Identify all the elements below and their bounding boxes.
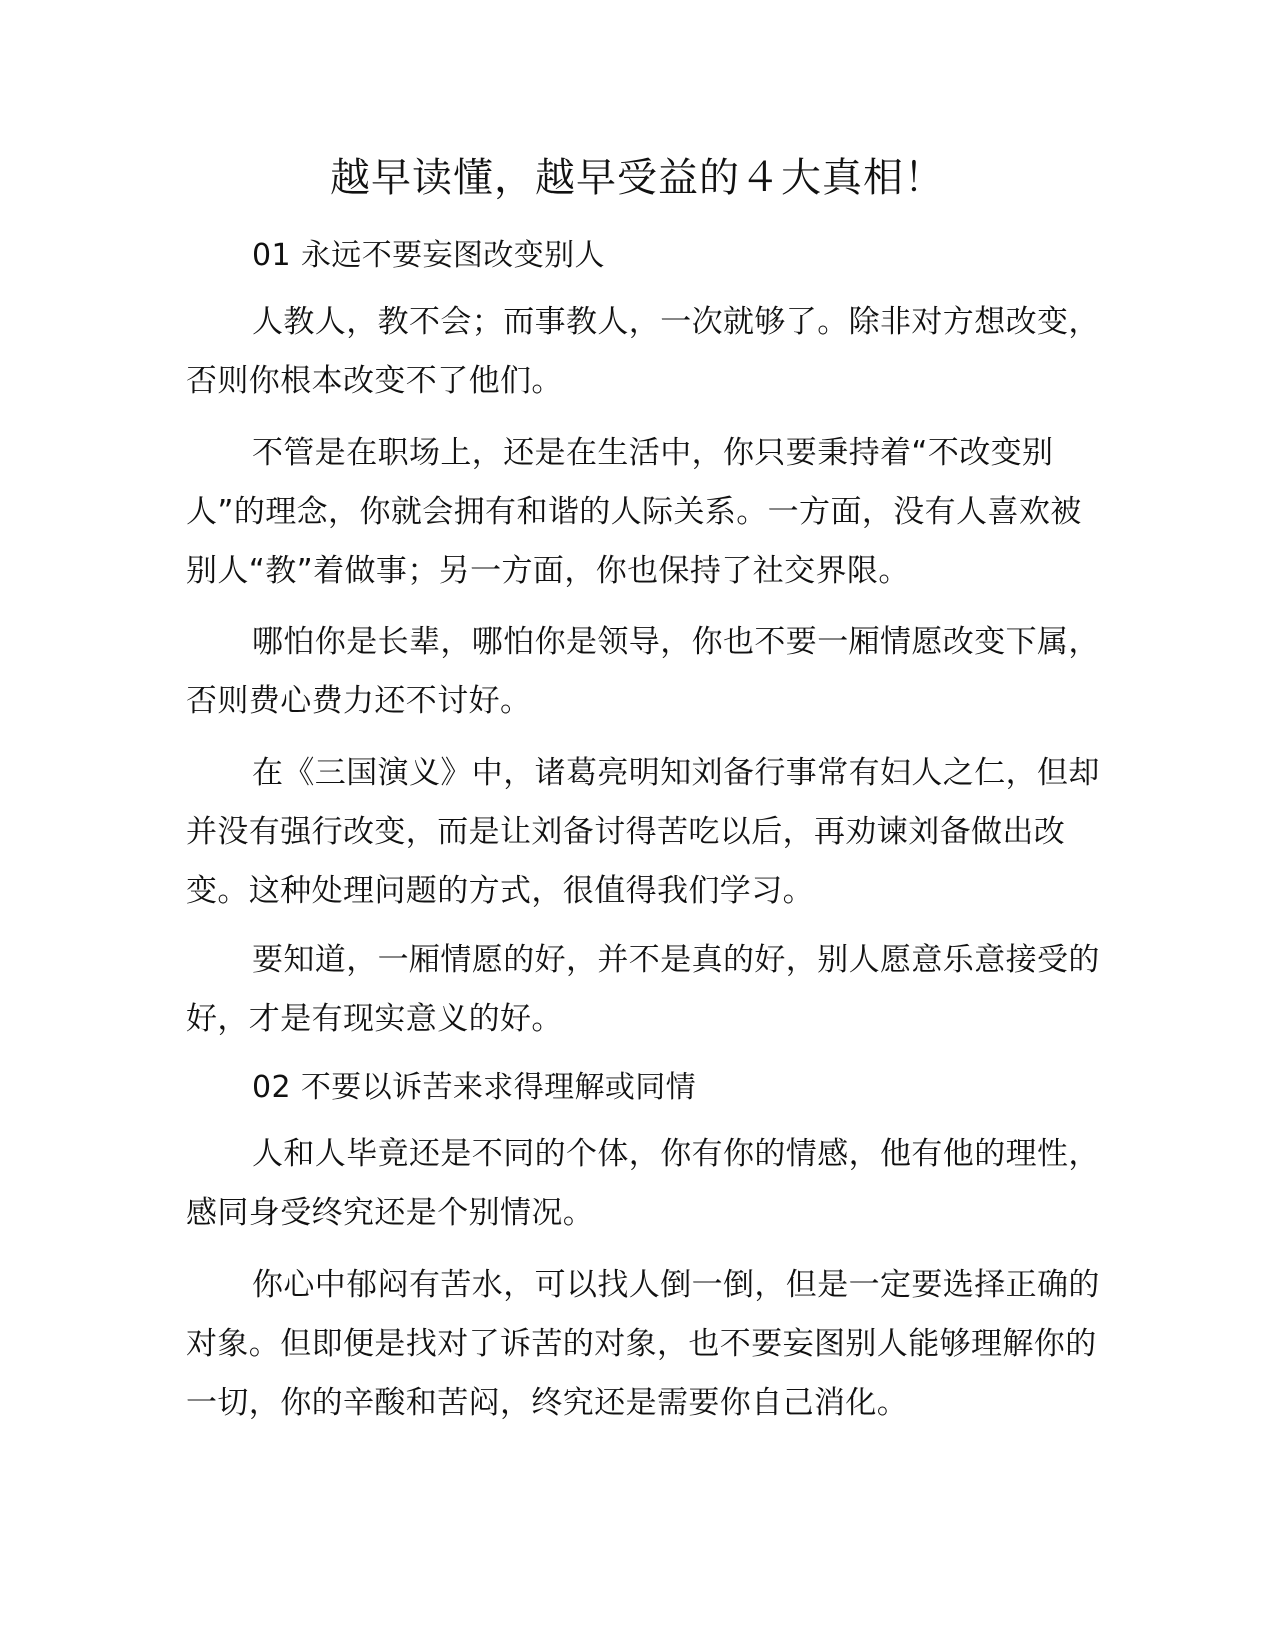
section1-paragraph-4: 在《三国演义》中，诸葛亮明知刘备行事常有妇人之仁，但却并没有强行改变，而是让刘备讨得苦吃以后，再劝谏刘备做出改变。这种处理问题的方式，很值得我们学习。 [186, 755, 1100, 909]
section-heading-1: 01 永远不要妄图改变别人 [252, 238, 605, 273]
section2-paragraph-1: 人和人毕竟还是不同的个体，你有你的情感，他有他的理性，感同身受终究还是个别情况。 [186, 1136, 1100, 1231]
section-heading-2: 02 不要以诉苦来求得理解或同情 [252, 1070, 697, 1105]
section1-paragraph-3: 哪怕你是长辈，哪怕你是领导，你也不要一厢情愿改变下属，否则费心费力还不讨好。 [186, 624, 1100, 719]
section2-paragraph-2: 你心中郁闷有苦水，可以找人倒一倒，但是一定要选择正确的对象。但即便是找对了诉苦的对象，也不要妄图别人能够理解你的一切，你的辛酸和苦闷，终究还是需要你自己消化。 [186, 1267, 1100, 1421]
section1-paragraph-5: 要知道，一厢情愿的好，并不是真的好，别人愿意乐意接受的好，才是有现实意义的好。 [186, 942, 1100, 1037]
document-title: 越早读懂，越早受益的４大真相！ [330, 155, 945, 201]
section1-paragraph-1: 人教人，教不会；而事教人，一次就够了。除非对方想改变，否则你根本改变不了他们。 [186, 304, 1100, 399]
section1-paragraph-2: 不管是在职场上，还是在生活中，你只要秉持着“不改变别人”的理念，你就会拥有和谐的人际关系。一方面，没有人喜欢被别人“教”着做事；另一方面，你也保持了社交界限。 [186, 435, 1082, 589]
